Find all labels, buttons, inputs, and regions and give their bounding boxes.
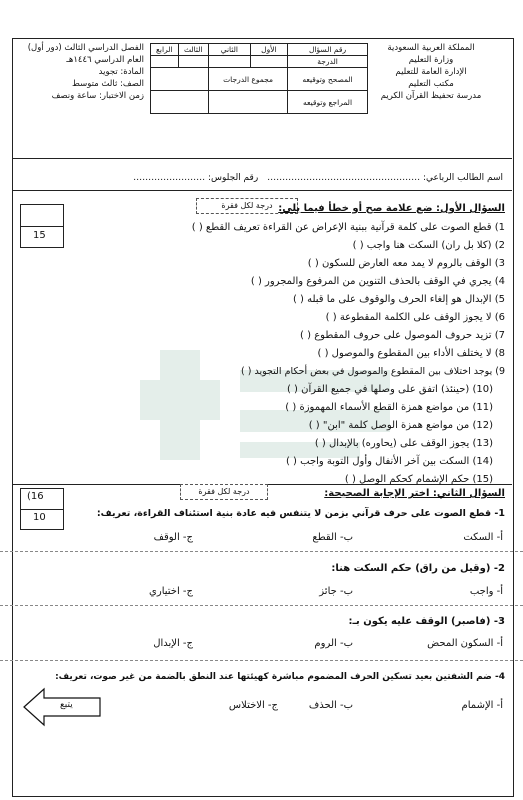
q1-item[interactable]: 1) قطع الصوت على كلمة قرآنية ببنية الإعراض عن القراءة تعريف القطع ( ) bbox=[191, 222, 505, 233]
grades-header-cell: الثالث bbox=[178, 44, 208, 56]
q1-item[interactable]: 7) تزيد حروف الموصول على حروف المقطوع ( ) bbox=[300, 330, 505, 341]
q2-option[interactable]: ج- الوقف bbox=[153, 532, 193, 543]
q2-item-divider bbox=[0, 660, 523, 661]
grades-header-cell: الثاني bbox=[209, 44, 251, 56]
q2-note-box bbox=[180, 484, 268, 500]
q1-item[interactable]: (15) حكم الإشمام كحكم الوصل ( ) bbox=[344, 474, 493, 485]
seat-number-field[interactable]: …………………… bbox=[133, 173, 206, 183]
q2-option[interactable]: ج- الاختلاس bbox=[228, 700, 278, 711]
q2-option[interactable]: ب- الروم bbox=[314, 638, 353, 649]
header-left-line: العام الدراسي ١٤٤٦هـ bbox=[66, 55, 144, 65]
next-page-label: يتبع bbox=[60, 700, 73, 710]
q2-score-line bbox=[21, 509, 63, 510]
grade-total-cell[interactable] bbox=[151, 68, 209, 91]
q2-question-stem: 4- ضم الشفتين بعيد تسكين الحرف المضموم مباشرة كهيئتها عند النطق بالضمة من غير صوت، تعريف: bbox=[55, 672, 505, 682]
q1-item[interactable]: 9) يوجد اختلاف بين المقطوع والموصول في بعض أحكام التجويد ( ) bbox=[241, 366, 505, 377]
student-name-field[interactable]: …………………………………………… bbox=[267, 173, 421, 183]
q1-item[interactable]: 2) (كلا بل ران) السكت هنا واجب ( ) bbox=[352, 240, 505, 251]
grade-cell[interactable] bbox=[151, 56, 179, 68]
q1-item[interactable]: (10) (حينئذ) اتفق على وصلها في جميع القرآن ( ) bbox=[286, 384, 493, 395]
header-right-line: الإدارة العامة للتعليم bbox=[395, 67, 467, 77]
q1-title: السؤال الأول: ضع علامة صح أو خطأ فيما يلي: bbox=[278, 203, 505, 214]
q2-item-divider bbox=[0, 605, 523, 606]
grades-table bbox=[150, 43, 368, 114]
header-left-line: الصف: ثالث متوسط bbox=[72, 79, 144, 89]
student-divider bbox=[12, 190, 512, 191]
grades-row-label: المصحح وتوقيعه bbox=[288, 68, 368, 91]
q2-option[interactable]: أ- السكون المحض bbox=[427, 638, 503, 649]
grades-header-cell: الرابع bbox=[151, 44, 179, 56]
q1-item[interactable]: (11) من مواضع همزة القطع الأسماء المهموزة ( ) bbox=[285, 402, 493, 413]
q2-item-divider bbox=[0, 551, 523, 552]
header-divider bbox=[12, 158, 512, 159]
q2-question-stem: 3- (فاصبر) الوقف عليه يكون بـ: bbox=[348, 616, 505, 627]
header-right bbox=[361, 42, 501, 102]
q2-score-box bbox=[20, 488, 64, 530]
q2-title: السؤال الثاني: اختر الإجابة الصحيحة: bbox=[324, 488, 505, 499]
q1-item[interactable]: 4) يجري في الوقف بالحذف التنوين من المرفوع والمجرور ( ) bbox=[250, 276, 505, 287]
q1-score-box bbox=[20, 204, 64, 248]
grade-cell[interactable] bbox=[209, 56, 251, 68]
student-name-label: اسم الطالب الرباعي: bbox=[422, 173, 503, 183]
header-left-line: المادة: تجويد bbox=[98, 67, 144, 77]
grades-header-cell: الأول bbox=[250, 44, 287, 56]
header-left-line: زمن الاختبار: ساعة ونصف bbox=[51, 91, 144, 101]
q2-option[interactable]: ب- الحذف bbox=[308, 700, 353, 711]
header-right-line: المملكة العربية السعودية bbox=[387, 43, 475, 53]
q2-option[interactable]: ب- القطع bbox=[312, 532, 353, 543]
q1-item[interactable]: 6) لا يجوز الوقف على الكلمة المقطوعة ( ) bbox=[325, 312, 505, 323]
header-left bbox=[16, 42, 144, 102]
next-page-button[interactable] bbox=[22, 686, 102, 728]
q1-item[interactable]: 8) لا يختلف الأداء بين المقطوع والموصول ( ) bbox=[317, 348, 505, 359]
q2-option[interactable]: ب- جائز bbox=[319, 586, 353, 597]
q2-note: درجة لكل فقرة bbox=[198, 487, 250, 496]
q1-item[interactable]: (14) السكت بين آخر الأنفال وأول التوبة واجب ( ) bbox=[285, 456, 493, 467]
grade-cell[interactable] bbox=[178, 56, 208, 68]
grades-total-label: مجموع الدرجات bbox=[209, 68, 288, 91]
q2-option[interactable]: أ- الإشمام bbox=[461, 700, 503, 711]
student-info bbox=[133, 173, 503, 183]
grade-cell[interactable] bbox=[250, 56, 287, 68]
header-left-line: الفصل الدراسي الثالث (دور أول) bbox=[27, 43, 144, 53]
q2-option[interactable]: ج- الإبدال bbox=[153, 638, 193, 649]
header-right-line: مدرسة تحفيظ القرآن الكريم bbox=[380, 91, 482, 101]
q2-option[interactable]: أ- واجب bbox=[469, 586, 503, 597]
q1-item[interactable]: 5) الإبدال هو إلغاء الحرف والوقوف على ما قبله ( ) bbox=[292, 294, 505, 305]
q1-score: 15 bbox=[33, 230, 46, 241]
grades-row-label: المراجع وتوقيعه bbox=[288, 91, 368, 114]
header-right-line: مكتب التعليم bbox=[408, 79, 454, 89]
grades-header-cell: رقم السؤال bbox=[288, 44, 368, 56]
q2-option[interactable]: أ- السكت bbox=[463, 532, 503, 543]
header-right-line: وزارة التعليم bbox=[408, 55, 454, 65]
grades-row-label: الدرجة bbox=[288, 56, 368, 68]
q2-score: 10 bbox=[33, 512, 46, 523]
q1-note: درجة لكل فقرة bbox=[221, 201, 273, 210]
q2-question-stem: 2- (وقيل من راق) حكم السكت هنا: bbox=[331, 563, 505, 574]
q2-score-top: (16 bbox=[27, 491, 44, 502]
q2-question-stem: 1- قطع الصوت على حرف قرآني بزمن لا يتنفس فيه عادة بنية استئناف القراءة، تعريف: bbox=[96, 508, 505, 519]
q1-item[interactable]: 3) الوقف بالروم لا يمد معه العارض للسكون ( ) bbox=[307, 258, 505, 269]
grade-cell[interactable] bbox=[151, 91, 209, 114]
q2-option[interactable]: ج- اختياري bbox=[149, 586, 193, 597]
q1-item[interactable]: (13) يجوز الوقف على (يحاوره) بالإبدال ( ) bbox=[314, 438, 493, 449]
q1-score-line bbox=[21, 226, 63, 227]
grade-cell[interactable] bbox=[209, 91, 288, 114]
q1-item[interactable]: (12) من مواضع همزة الوصل كلمة "ابن" ( ) bbox=[308, 420, 493, 431]
seat-number-label: رقم الجلوس: bbox=[207, 173, 259, 183]
